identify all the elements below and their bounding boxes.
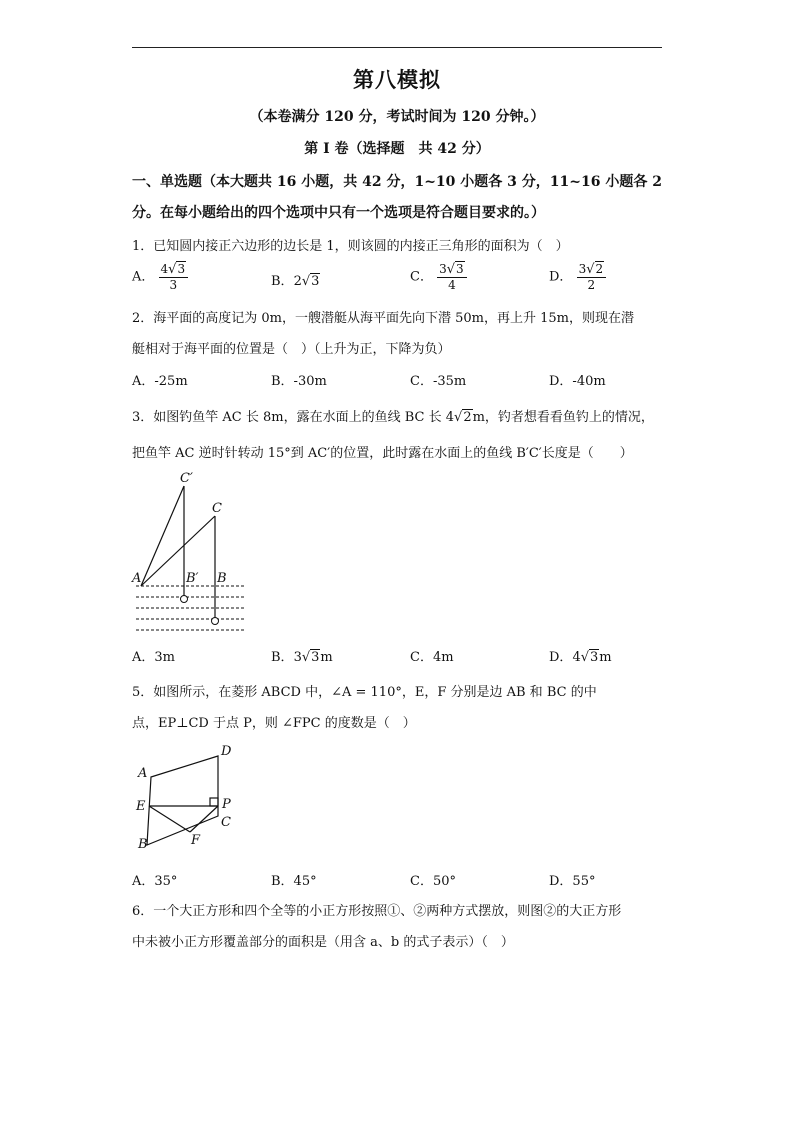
top-rule [132, 47, 662, 48]
label-c-prime: C′ [180, 471, 193, 486]
question-6-line-2: 中未被小正方形覆盖部分的面积是（用含 a、b 的式子表示）（ ） [132, 935, 514, 950]
question-5-option-d: D．55° [549, 874, 596, 889]
label-b-prime: B′ [186, 571, 199, 586]
label-p: P [222, 797, 231, 812]
question-2-option-a: A．-25m [132, 374, 188, 389]
fraction: $\frac{4√3}{3}$ [159, 262, 189, 292]
label-a: A [138, 766, 148, 781]
question-2-line-1: 2．海平面的高度记为 0m，一艘潜艇从海平面先向下潜 50m，再上升 15m，则现在潜 [132, 311, 635, 326]
question-1-option-b: B．2√3 [271, 274, 320, 289]
label-b: B [138, 837, 148, 852]
label-c: C [212, 501, 222, 516]
question-1-text: 1．已知圆内接正六边形的边长是 1，则该圆的内接正三角形的面积为（ ） [132, 239, 569, 254]
right-angle-mark [210, 798, 218, 806]
hook-bobber-2 [212, 618, 219, 625]
question-2-option-c: C．-35m [410, 374, 467, 389]
label-c: C [221, 815, 231, 830]
label-d: D [221, 744, 232, 759]
exam-subtitle: （本卷满分 120 分，考试时间为 120 分钟。） [249, 109, 545, 125]
question-1-option-a: A． $\frac{4√3}{3}$ [132, 262, 188, 292]
question-3-line-2: 把鱼竿 AC 逆时针转动 15°到 AC′的位置，此时露在水面上的鱼线 B′C′长度是（ ） [132, 446, 633, 461]
fraction: $\frac{3√2}{2}$ [577, 262, 607, 292]
segment-fp [190, 806, 218, 832]
question-3-line-1: 3．如图钓鱼竿 AC 长 8m，露在水面上的鱼线 BC 长 4√2m，钓者想看看鱼钓上的情况， [132, 410, 654, 425]
question-1-option-c: C． $\frac{3√3}{4}$ [410, 262, 467, 292]
instructions-line-1: 一、单选题（本大题共 16 小题，共 42 分，1~10 小题各 3 分，11~16 小题各 2 [132, 174, 662, 190]
question-5-option-c: C．50° [410, 874, 456, 889]
question-5-option-b: B．45° [271, 874, 317, 889]
rhombus-abcd [147, 756, 218, 845]
instructions-line-2: 分。在每小题给出的四个选项中只有一个选项是符合题目要求的。） [132, 205, 545, 221]
label-f: F [191, 833, 201, 848]
question-6-line-1: 6．一个大正方形和四个全等的小正方形按照①、②两种方式摆放，则图②的大正方形 [132, 904, 622, 919]
question-5-line-2: 点，EP⊥CD 于点 P，则 ∠FPC 的度数是（ ） [132, 716, 416, 731]
question-3-option-a: A．3m [132, 650, 175, 665]
question-3-option-b: B．3√3m [271, 650, 333, 665]
question-5-option-a: A．35° [132, 874, 178, 889]
label-a: A [132, 571, 142, 586]
question-2-option-b: B．-30m [271, 374, 327, 389]
rod-ac [141, 516, 215, 586]
question-1-option-d: D． $\frac{3√2}{2}$ [549, 262, 606, 292]
section-title: 第 I 卷（选择题 共 42 分） [304, 141, 490, 157]
question-2-line-2: 艇相对于海平面的位置是（ ）（上升为正，下降为负） [132, 342, 451, 357]
fraction: $\frac{3√3}{4}$ [437, 262, 467, 292]
rod-ac-prime [141, 486, 184, 586]
question-2-option-d: D．-40m [549, 374, 606, 389]
page-title: 第八模拟 [353, 67, 441, 92]
question-3-option-c: C．4m [410, 650, 454, 665]
label-e: E [136, 799, 146, 814]
question-3-figure [128, 466, 252, 634]
segment-ef [149, 806, 190, 832]
label-b: B [217, 571, 227, 586]
question-5-line-1: 5．如图所示，在菱形 ABCD 中，∠A = 110°，E，F 分别是边 AB 和 BC 的中 [132, 685, 597, 700]
question-3-option-d: D．4√3m [549, 650, 612, 665]
question-5-figure [130, 740, 242, 856]
hook-bobber-1 [181, 596, 188, 603]
